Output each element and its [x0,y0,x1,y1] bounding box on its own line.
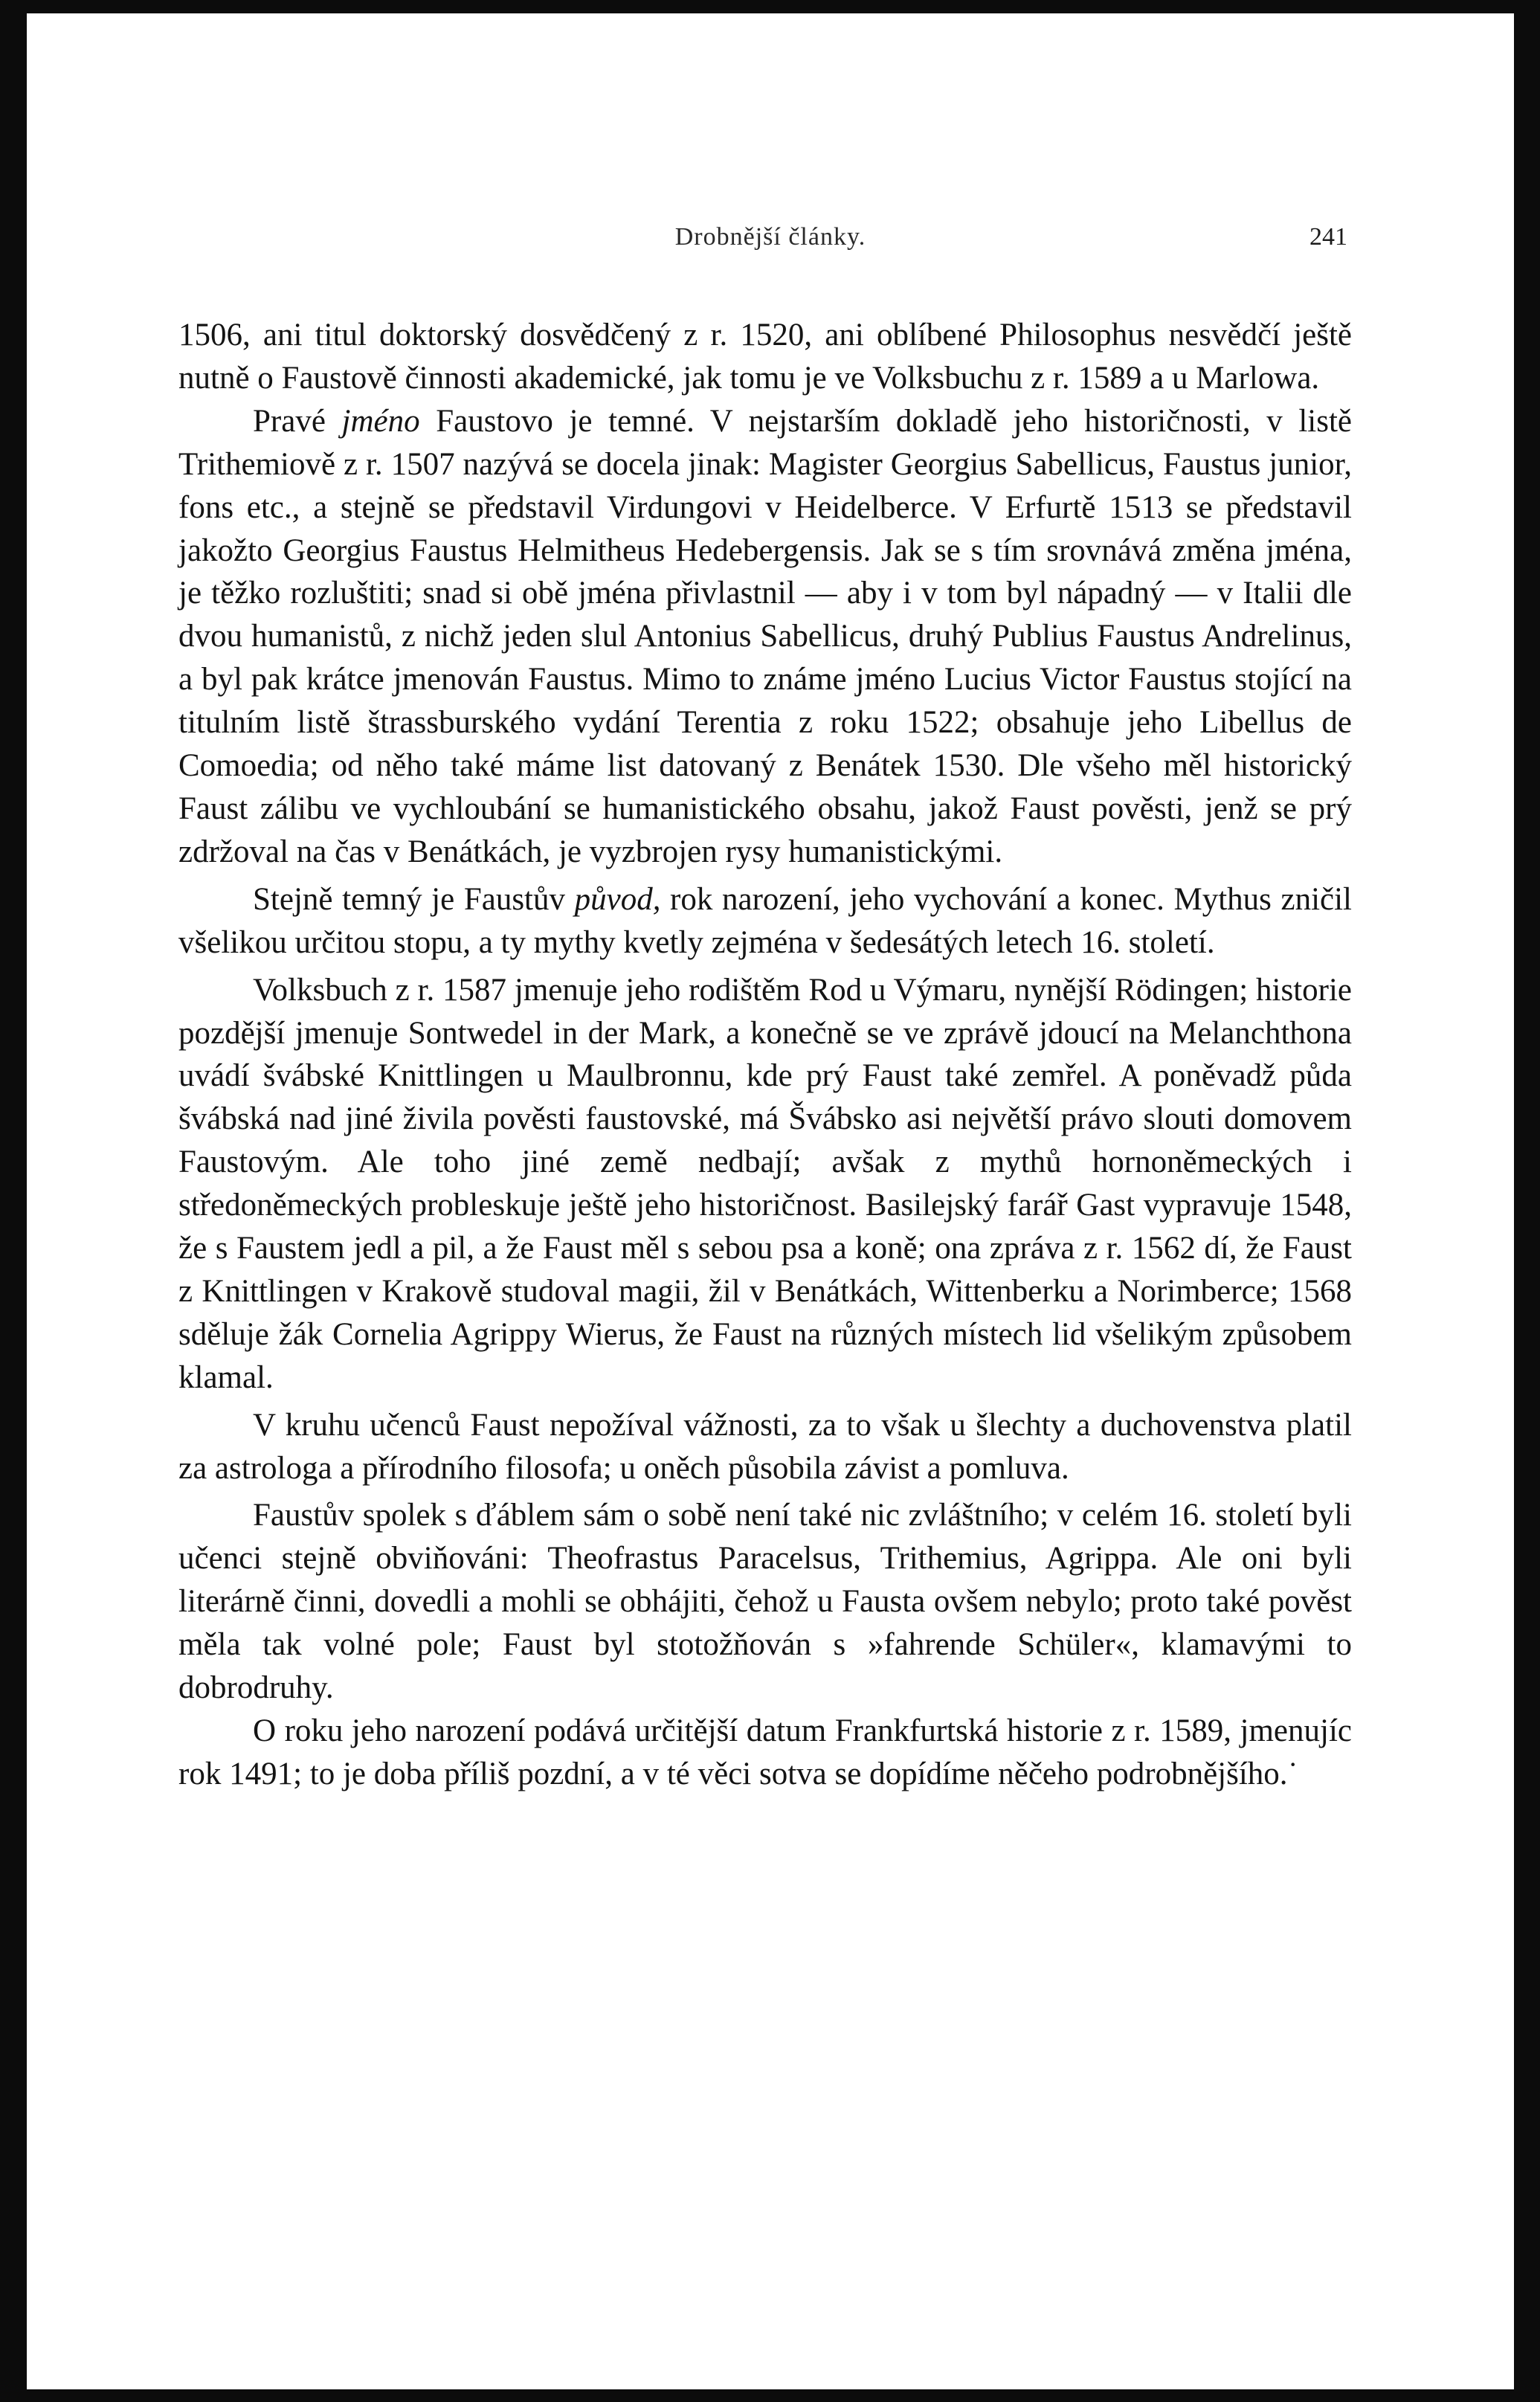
emphasis-jmeno: jméno [341,403,420,439]
paragraph-text: Faustův spolek s ďáblem sám o sobě není také nic zvláštního; v celém 16. století byli učenci stejně obviňováni: Theofrastus Paracelsus, Trithemius, Agrippa. Ale oni byli literárně činni, dovedli a mohli se obhájiti, čehož u Fausta ovšem nebylo; proto také pověst měla tak volné pole; Faust byl stotožňován s »fahrende Schüler«, klamavými to dobrodruhy. [178,1498,1352,1706]
paragraph-text: O roku jeho narození podává určitější datum Frankfurtská historie z r. 1589, jmenujíc rok 1491; to je doba příliš pozdní, a v té věci sotva se dopídíme něčeho podrobnějšího.˙ [178,1713,1352,1791]
paragraph-text: rok narození, jeho vychování a konec. Mythus zničil všelikou určitou stopu, a ty mythy kvetly zejména v šedesátých letech 16. století. [178,881,1352,960]
running-title: Drobnější články. [674,223,866,251]
paragraph-7 [178,1710,1352,1796]
paragraph-2 [178,400,1352,874]
paragraph-3 [178,878,1352,965]
body-text [178,314,1352,1796]
paragraph-text: Volksbuch z r. 1587 jmenuje jeho rodištěm Rod u Výmaru, nynější Rödingen; historie pozdější jmenuje Sontwedel in der Mark, a konečně se ve zprávě jdoucí na Melanchthona uvádí švábské Knittlingen u Maulbronnu, kde prý Faust také zemřel. A poněvadž půda švábská nad jiné živila pověsti faustovské, má Švábsko asi největší právo slouti domovem Faustovým. Ale toho jiné země nedbají; avšak z mythů hornoněmeckých i středoněmeckých probleskuje ještě jeho historičnost. Basilejský farář Gast vypravuje 1548, že s Faustem jedl a pil, a že Faust měl s sebou psa a koně; ona zpráva z r. 1562 dí, že Faust z Knittlingen v Krakově studoval magii, žil v Benátkách, Wittenberku a Norimberce; 1568 sděluje žák Cornelia Agrippy Wierus, že Faust na různých místech lid všelikým způsobem klamal. [178,972,1352,1395]
page-header [27,223,1514,268]
paragraph-text: 1506, ani titul doktorský dosvědčený z r. 1520, ani oblíbené Philosophus nesvědčí ještě nutně o Faustově činnosti akademické, jak tomu je ve Volksbuchu z r. 1589 a u Marlowa. [178,318,1352,396]
paragraph-text: V kruhu učenců Faust nepožíval vážnosti, za to však u šlechty a duchovenstva platil za astrologa a přírodního filosofa; u oněch působila závist a pomluva. [178,1407,1352,1486]
paragraph-5 [178,1404,1352,1490]
paragraph-text: Stejně temný je Faustův [253,881,575,917]
paragraph-1 [178,314,1352,400]
book-page [27,13,1514,2389]
paragraph-4 [178,969,1352,1400]
emphasis-puvod: původ, [574,881,661,917]
paragraph-text: Pravé [253,403,342,439]
page-number: 241 [1309,223,1347,251]
paragraph-text: Faustovo je temné. V nejstarším dokladě jeho historičnosti, v listě Trithemiově z r. 1507 nazývá se docela jinak: Magister Georgius Sabellicus, Faustus junior, fons etc., a stejně se představil Virdungovi v Heidelberce. V Erfurtě 1513 se představil jakožto Georgius Faustus Helmitheus Hedebergensis. Jak se s tím srovnává změna jména, je těžko rozluštiti; snad si obě jména přivlastnil — aby i v tom byl nápadný — v Italii dle dvou humanistů, z nichž jeden slul Antonius Sabellicus, druhý Publius Faustus Andrelinus, a byl pak krátce jmenován Faustus. Mimo to známe jméno Lucius Victor Faustus stojící na titulním listě štrassburského vydání Terentia z roku 1522; obsahuje jeho Libellus de Comoedia; od něho také máme list datovaný z Benátek 1530. Dle všeho měl historický Faust zálibu ve vychloubání se humanistického obsahu, jakož Faust pověsti, jenž se prý zdržoval na čas v Benátkách, je vyzbrojen rysy humanistickými. [178,403,1352,869]
paragraph-6 [178,1494,1352,1710]
